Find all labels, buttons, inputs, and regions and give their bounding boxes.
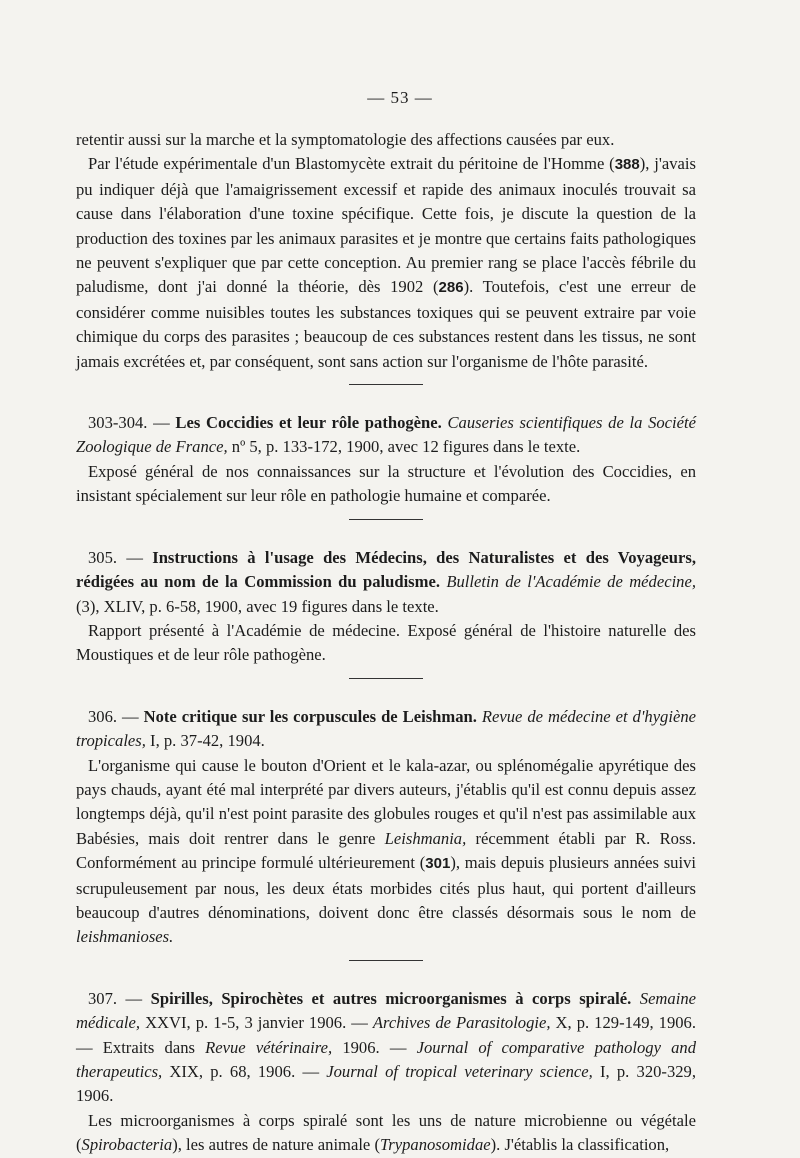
reference-number: 388 xyxy=(614,156,640,174)
entry-journal: Journal of tropical veterinary science, xyxy=(326,1062,593,1081)
text-run: ). J'établis la classification, xyxy=(490,1135,670,1155)
entry-journal: Journal of comparative pathology and therapeutics, xyxy=(76,1037,696,1081)
entry-journal: Revue de médecine et d'hygiène tropicales, xyxy=(76,706,696,751)
entry-number: 305. — xyxy=(88,547,153,567)
entry-citation: 1906. — xyxy=(332,1037,417,1057)
entry-heading xyxy=(76,546,696,619)
text-run: L'organisme qui cause le bouton d'Orient et le kala-azar, ou splénomégalie apyrétique des pays chauds, ayant été mal interprété par divers auteurs, j'établis qu'il est connu depuis assez longtemps déjà, qu'il n'est point parasite des globules rouges et qu'il n'est pas assimilable aux Babésies, mais doit rentrer dans le genre xyxy=(76,755,696,848)
text-run: ), mais depuis plusieurs années suivi scrupuleusement par nous, les deux états morbides cités plus haut, qui portent d'ailleurs beaucoup d'autres dénominations, doivent donc être classés désormais sous le nom de xyxy=(76,853,696,922)
page-number: — 53 — xyxy=(367,88,433,107)
entry-citation: I, p. 37-42, 1904. xyxy=(145,731,265,751)
entry-title: Instructions à l'usage des Médecins, des Naturalistes et des Voyageurs, rédigées au nom de la Commission du paludisme. xyxy=(76,547,697,592)
entry-citation: XXVI, p. 1-5, 3 janvier 1906. — xyxy=(140,1013,373,1033)
genus-name: Leishmania, xyxy=(384,828,467,848)
intro-paragraph-2 xyxy=(76,152,696,374)
entry-number: 303-304. — xyxy=(88,413,176,433)
entry-307 xyxy=(76,987,696,1158)
entry-number: 306. — xyxy=(88,706,144,726)
separator-rule xyxy=(349,960,423,961)
text-run: récemment établi par R. Ross. Conformément au principe formulé ultérieurement ( xyxy=(76,828,697,873)
text-run: ), j'avais pu indiquer déjà que l'amaigrissement excessif et rapide des animaux inoculés trouvait sa cause dans l'élaboration d'une toxine spécifique. Cette fois, je discute la question de la production des toxines par les animaux parasites et je montre que certains faits pathologiques ne peuvent s'expliquer que par cette conception. Au premier rang se place l'accès fébrile du paludisme, dont j'ai donné la théorie, dès 1902 ( xyxy=(76,154,696,297)
taxon-name: Spirobacteria xyxy=(81,1135,173,1155)
separator-rule xyxy=(349,384,423,385)
taxon-name: Trypanosomidae xyxy=(379,1135,491,1155)
entry-303-304 xyxy=(76,411,696,509)
entry-body: Rapport présenté à l'Académie de médecine. Exposé général de l'histoire naturelle des Moustiques et de leur rôle pathogène. xyxy=(76,620,696,665)
entry-citation: I, p. 320-329, 1906. xyxy=(76,1062,696,1106)
entry-journal: Semaine médicale, xyxy=(76,988,696,1033)
entry-journal: Revue vétérinaire, xyxy=(205,1037,333,1057)
entry-body xyxy=(76,754,696,950)
entry-body xyxy=(76,1109,696,1158)
reference-number: 301 xyxy=(425,855,451,873)
entry-body: Exposé général de nos connaissances sur la structure et l'évolution des Coccidies, en insistant spécialement sur leur rôle en pathologie humaine et comparée. xyxy=(76,461,696,506)
text-run: Les microorganismes à corps spiralé sont les uns de nature microbienne ou végétale ( xyxy=(76,1110,696,1155)
intro-paragraph-1: retentir aussi sur la marche et la symptomatologie des affections causées par eux. xyxy=(76,130,615,149)
intro-section xyxy=(76,128,696,374)
entry-journal: Archives de Parasitologie, xyxy=(372,1013,551,1033)
entry-305 xyxy=(76,546,696,668)
entry-title: Spirilles, Spirochètes et autres microorganismes à corps spiralé. xyxy=(150,988,632,1008)
reference-number: 286 xyxy=(438,279,464,297)
entry-journal: Bulletin de l'Académie de médecine, xyxy=(439,572,696,592)
entry-heading xyxy=(76,705,696,754)
entry-citation: nº 5, p. 133-172, 1900, avec 12 figures dans le texte. xyxy=(227,437,581,457)
entry-citation: (3), XLIV, p. 6-58, 1900, avec 19 figures dans le texte. xyxy=(76,596,439,616)
text-run: ), les autres de nature animale ( xyxy=(172,1135,380,1155)
entry-number: 307. — xyxy=(88,988,151,1008)
separator-rule xyxy=(349,678,423,679)
text-run: Par l'étude expérimentale d'un Blastomycète extrait du péritoine de l'Homme ( xyxy=(88,154,615,174)
entry-heading xyxy=(76,411,696,460)
entry-journal: Causeries scientifiques de la Société Zoologique de France, xyxy=(76,413,696,457)
text-run: ). Toutefois, c'est une erreur de considérer comme nuisibles toutes les substances toxiques qui se peuvent extraire par voie chimique du corps des parasites ; beaucoup de ces substances restent dans les tissus, ne sont jamais excrétées et, par conséquent, sont sans action sur l'organisme de l'hôte parasité. xyxy=(76,277,697,371)
entry-title: Les Coccidies et leur rôle pathogène. xyxy=(175,413,442,433)
separator-rule xyxy=(349,519,423,520)
entry-title: Note critique sur les corpuscules de Leishman. xyxy=(143,706,477,726)
entry-citation: XIX, p. 68, 1906. — xyxy=(162,1062,327,1081)
entry-heading xyxy=(76,987,696,1109)
disease-name: leishmanioses. xyxy=(76,927,174,947)
entry-citation: X, p. 129-149, 1906. — Extraits dans xyxy=(76,1013,696,1057)
entry-306 xyxy=(76,705,696,950)
